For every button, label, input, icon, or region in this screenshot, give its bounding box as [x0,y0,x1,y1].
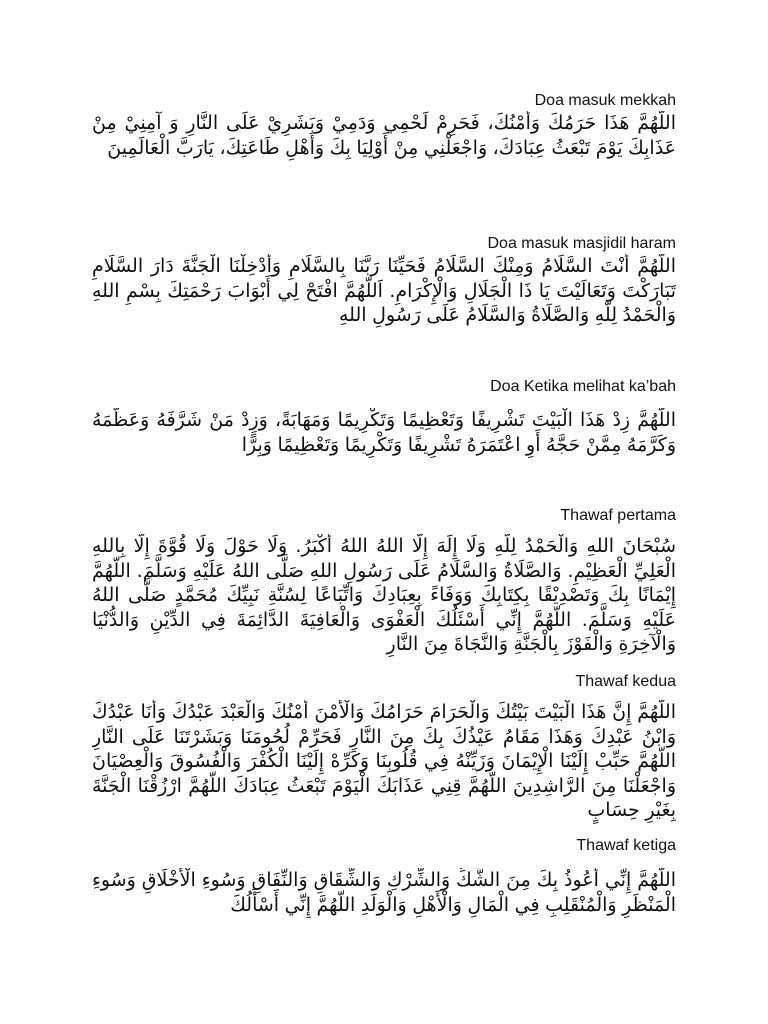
section-doa-masuk-mekkah [92,91,676,185]
section-thawaf-pertama [92,506,676,658]
arabic-prayer-text: اللّهُمَّ زِدْ هَذَا الْبَيْتَ تَشْرِيفًا وَتَعْظِيمًا وَتَكْرِيمًا وَمَهَابَةً، وَزِدْ مَنْ شَرَّفَهُ وَعَظَّمَهُ وَكَرَّمَهُ مِمَّنْ حَجَّهُ أَوِ اعْتَمَرَهُ تَشْرِيفًا وَتَكْرِيمًا وَتَعْظِيمًا وَبِرًّا [92,409,676,456]
arabic-prayer-text: اللّهُمَّ إِنَّ هَذَا الْبَيْتَ بَيْتُكَ وَالْحَرَامَ حَرَامُكَ وَالْأَمْنَ أَمْنُكَ وَالْعَبْدَ عَبْدُكَ وَأَنَا عَبْدُكَ وَابْنُ عَبْدِكَ وَهَذَا مَقَامُ عَيْذُكَ بِكَ مِنَ النَّارِ فَحَرِّمْ لُحُومَنَا وَبَشَرْتَنَا عَلَى النَّارِ اللّهُمَّ حَبِّبْ إِلَيْنَا الْإِيْمَانَ وَزَيِّنْهُ فِي قُلُوبِنَا وَكَرِّهْ إِلَيْنَا الْكُفْرَ وَالْفُسُوقَ وَالْعِصْيَانَ وَاجْعَلْنَا مِنَ الرَّاشِدِينَ اللّهُمَّ قِنِي عَذَابَكَ الْيَوْمَ تَبْعَثُ عِبَادَكَ اللّهُمَّ ارْزُقْنَا الْجَنَّةَ بِغَيْرِ حِسَابٍ [92,701,676,821]
section-title: Thawaf kedua [575,673,676,690]
arabic-prayer-text: اللّهُمَّ أَنْتَ السَّلَامُ وَمِنْكَ السَّلَامُ فَحَيِّنَا رَبَّنَا بِالسَّلَامِ وَأَدْخِلْنَا الْجَنَّةَ دَارَ السَّلَامِ تَبَارَكْتَ وَتَعَالَيْتَ يَا ذَا الْجَلَالِ وَالْإِكْرَامِ. اَللّهُمَّ افْتَحْ لِي أَبْوَابَ رَحْمَتِكَ بِسْمِ اللهِ وَالْحَمْدُ لِلّهِ وَالصَّلَاةُ وَالسَّلَامُ عَلَى رَسُولِ اللهِ [92,255,676,326]
section-thawaf-ketiga [92,836,676,918]
section-thawaf-kedua [92,672,676,824]
section-title: Thawaf pertama [560,507,676,524]
arabic-prayer-text: سُبْحَانَ اللهِ وَالْحَمْدُ لِلّهِ وَلَا إِلَهَ إِلَّا اللهُ اللهُ أَكْبَرُ. وَلَا حَوْلَ وَلَا قُوَّةَ إِلَّا بِاللهِ الْعَلِيِّ الْعَظِيْمِ. وَالصَّلَاةُ وَالسَّلَامُ عَلَى رَسُولِ اللهِ صَلَّى اللهُ عَلَيْهِ وَسَلَّمَ. اللّهُمَّ إِيْمَانًا بِكَ وَتَصْدِيْقًا بِكِتَابِكَ وَوَفَاءً بِعِبَادِكَ وَاتِّبَاعًا لِسُنَّةِ نَبِيِّكَ مُحَمَّدٍ صَلَّى اللهُ عَلَيْهِ وَسَلَّمَ. اللّهُمَّ إِنِّي أَسْئَلُكَ الْعَفْوَى وَالْعَافِيَةَ الدَّائِمَةَ فِي الدِّيْنِ وَالدُّنْيَا وَالْآخِرَةِ وَالْفَوْزَ بِالْجَنَّةِ وَالنَّجَاةَ مِنَ النَّارِ [92,535,676,655]
arabic-prayer-text: اللّهُمَّ إِنِّي أَعُوذُ بِكَ مِنَ الشَّكِّ وَالشِّرْكِ وَالشِّقَاقِ وَالنِّفَاقِ وَسُوءِ الْأَخْلَاقِ وَسُوءِ الْمَنْظَرِ وَالْمُنْقَلِبِ فِي الْمَالِ وَالْأَهْلِ وَالْوَلَدِ اللّهُمَّ إِنِّي أَسْأَلُكَ [92,869,676,916]
section-title: Doa masuk mekkah [534,92,676,109]
section-doa-masuk-masjidil-haram [92,234,676,328]
section-title: Doa Ketika melihat ka’bah [490,378,676,395]
section-title: Doa masuk masjidil haram [487,235,676,252]
arabic-prayer-text: اللّهُمَّ هَذَا حَرَمُكَ وَأَمْنُكَ، فَحَرِمْ لَحْمِي وَدَمِيْ وَبَشَرِيْ عَلَى النَّارِ وَ آمِنِيْ مِنْ عَذَابِكَ يَوْمَ تَبْعَثُ عِبَادَكَ، وَاجْعَلْنِي مِنْ أَوْلِيَا بِكَ وَأَهْلِ طَاعَتِكَ، يَارَبَّ الْعَالَمِينَ [92,112,676,159]
section-doa-melihat-kabah [92,377,676,458]
section-title: Thawaf ketiga [576,837,676,854]
